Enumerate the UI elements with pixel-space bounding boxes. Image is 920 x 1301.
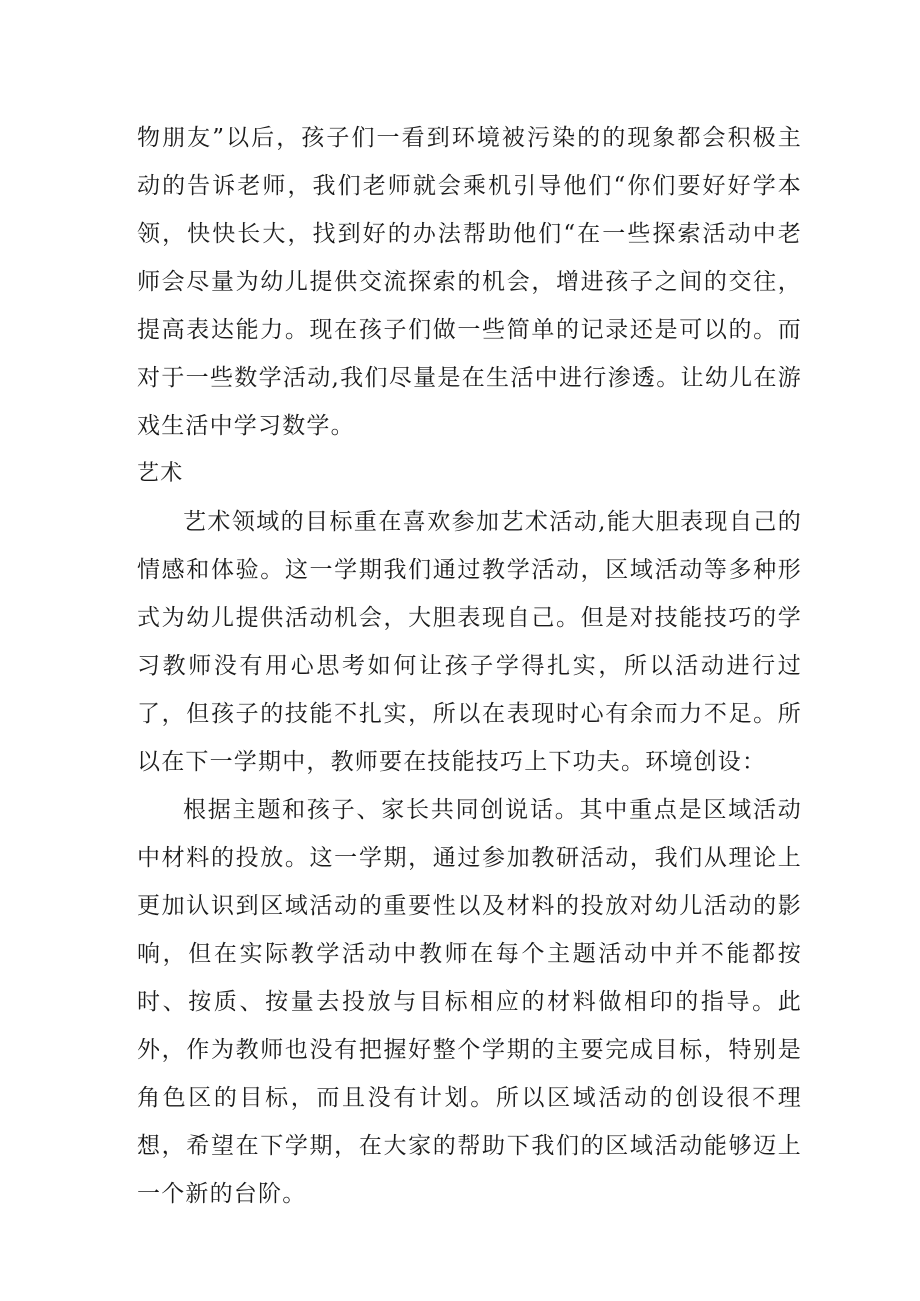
body-text — [137, 114, 802, 1218]
paragraph-2: 艺术领域的目标重在喜欢参加艺术活动,能大胆表现自己的情感和体验。这一学期我们通过教学活动，区域活动等多种形式为幼儿提供活动机会，大胆表现自己。但是对技能技巧的学习教师没有用心思考如何让孩子学得扎实，所以活动进行过了，但孩子的技能不扎实，所以在表现时心有余而力不足。所以在下一学期中，教师要在技能技巧上下功夫。环境创设： — [137, 509, 802, 775]
paragraph-1: 物朋友”以后，孩子们一看到环境被污染的的现象都会积极主动的告诉老师，我们老师就会乘机引导他们“你们要好好学本领，快快长大，找到好的办法帮助他们“在一些探索活动中老师会尽量为幼儿提供交流探索的机会，增进孩子之间的交往，提高表达能力。现在孩子们做一些简单的记录还是可以的。而对于一些数学活动,我们尽量是在生活中进行渗透。让幼儿在游戏生活中学习数学。 — [137, 125, 802, 439]
paragraph-3: 根据主题和孩子、家长共同创说话。其中重点是区域活动中材料的投放。这一学期，通过参加教研活动，我们从理论上更加认识到区域活动的重要性以及材料的投放对幼儿活动的影响，但在实际教学活动中教师在每个主题活动中并不能都按时、按质、按量去投放与目标相应的材料做相印的指导。此外，作为教师也没有把握好整个学期的主要完成目标，特别是角色区的目标，而且没有计划。所以区域活动的创设很不理想，希望在下学期，在大家的帮助下我们的区域活动能够迈上一个新的台阶。 — [137, 797, 802, 1207]
section-heading-art: 艺术 — [137, 461, 184, 486]
